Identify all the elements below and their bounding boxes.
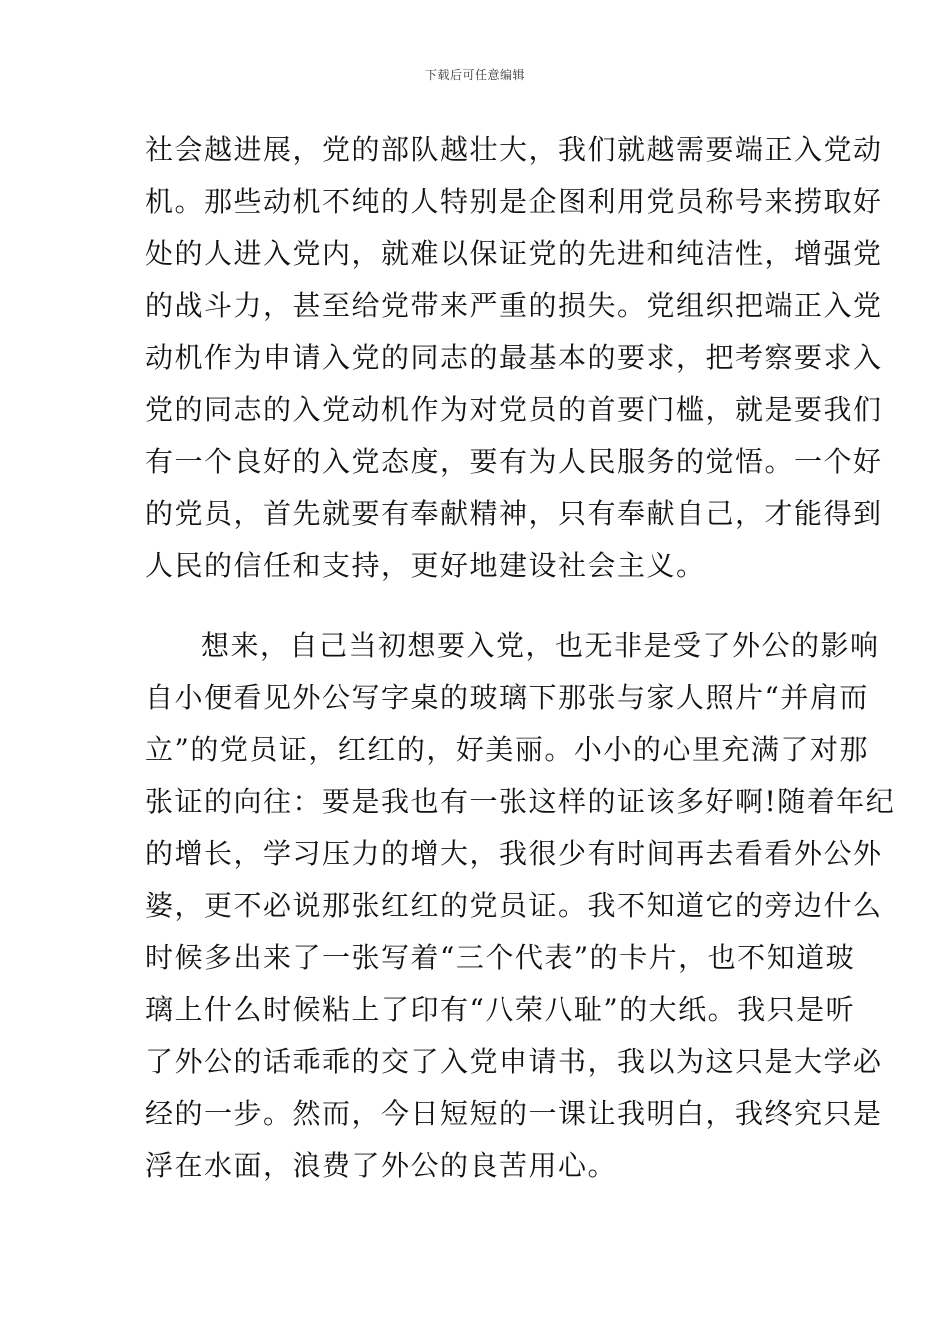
paragraph-1 <box>145 124 883 592</box>
text-line: 社会越进展，党的部队越壮大，我们就越需要端正入党动 <box>145 133 883 166</box>
text-line: 有一个良好的入党态度，要有为人民服务的觉悟。一个好 <box>145 445 883 478</box>
text-line: 动机作为申请入党的同志的最基本的要求，把考察要求入 <box>145 341 883 374</box>
text-line: 处的人进入党内，就难以保证党的先进和纯洁性，增强党 <box>145 237 883 270</box>
text-line: 的战斗力，甚至给党带来严重的损失。党组织把端正入党 <box>145 289 883 322</box>
header-note: 下载后可任意编辑 <box>424 68 525 82</box>
text-line: 时候多出来了一张写着“三个代表”的卡片，也不知道玻 <box>145 941 856 974</box>
text-line: 想来，自己当初想要入党，也无非是受了外公的影响 <box>201 629 880 662</box>
text-line: 经的一步。然而，今日短短的一课让我明白，我终究只是 <box>145 1097 883 1130</box>
text-line: 婆，更不必说那张红红的党员证。我不知道它的旁边什么 <box>145 889 883 922</box>
text-line: 的党员，首先就要有奉献精神，只有奉献自己，才能得到 <box>145 497 883 530</box>
text-line: 自小便看见外公写字桌的玻璃下那张与家人照片“并肩而 <box>145 681 869 714</box>
text-line: 浮在水面，浪费了外公的良苦用心。 <box>145 1149 618 1182</box>
text-line: 的增长，学习压力的增大，我很少有时间再去看看外公外 <box>145 837 883 870</box>
text-line: 党的同志的入党动机作为对党员的首要门槛，就是要我们 <box>145 393 883 426</box>
text-line: 张证的向往：要是我也有一张这样的证该多好啊!随着年纪 <box>145 785 896 818</box>
paragraph-2 <box>145 620 896 1192</box>
text-line: 机。那些动机不纯的人特别是企图利用党员称号来捞取好 <box>145 185 883 218</box>
text-line: 了外公的话乖乖的交了入党申请书，我以为这只是大学必 <box>145 1045 883 1078</box>
text-line: 立”的党员证，红红的，好美丽。小小的心里充满了对那 <box>145 733 869 766</box>
text-line: 璃上什么时候粘上了印有“八荣八耻”的大纸。我只是听 <box>145 993 856 1026</box>
text-line: 人民的信任和支持，更好地建设社会主义。 <box>145 549 706 582</box>
